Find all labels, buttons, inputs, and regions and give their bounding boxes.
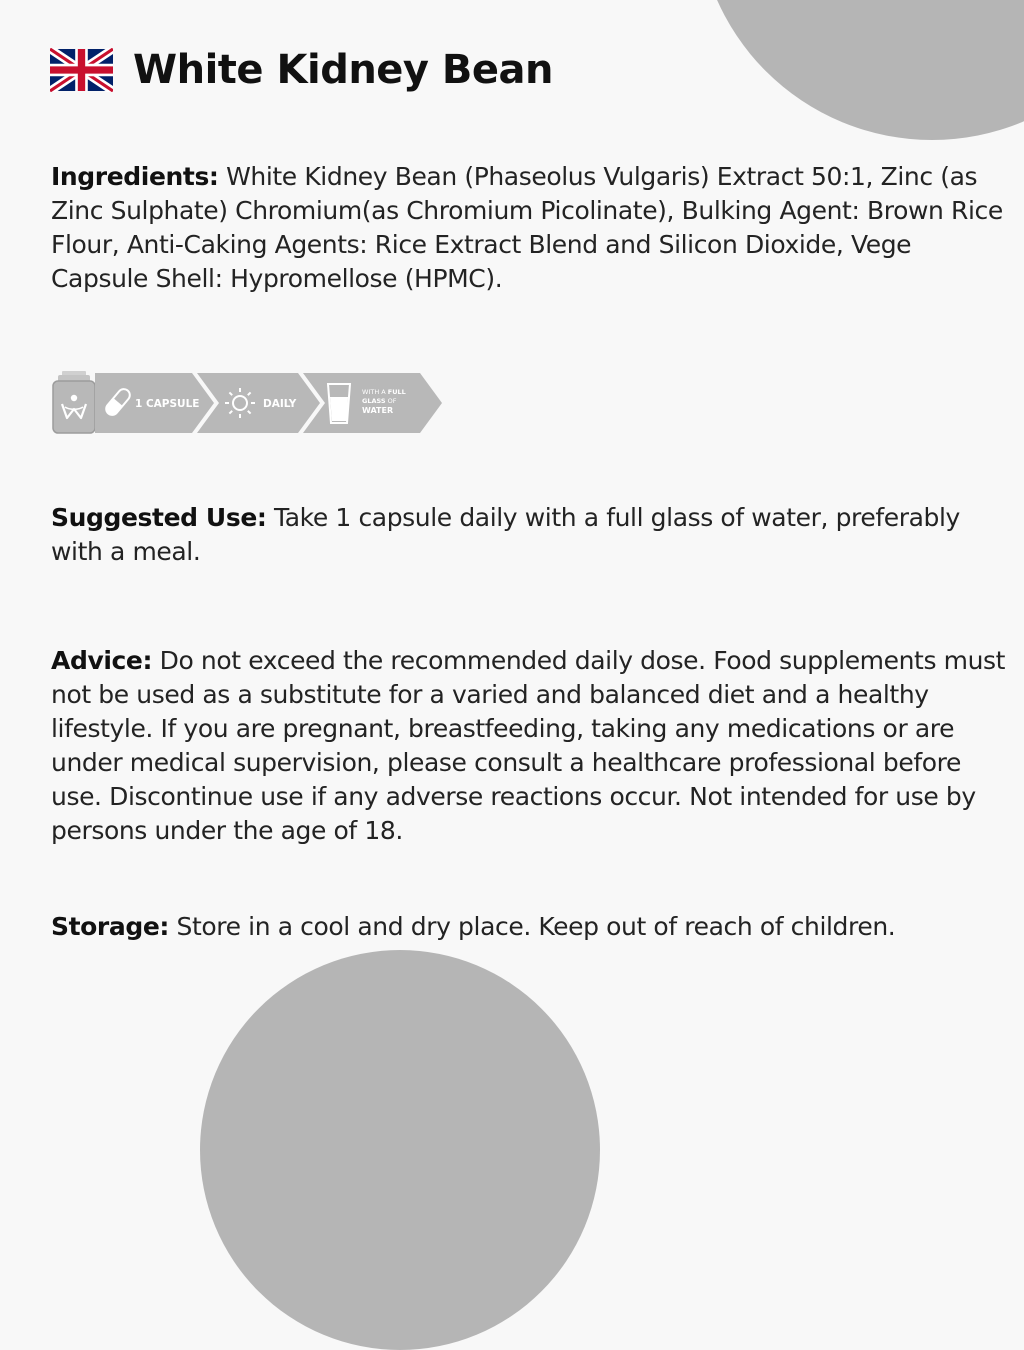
brand-logo-icon	[53, 371, 95, 433]
decorative-circle-bottom	[200, 950, 600, 1350]
ingredients-text: White Kidney Bean (Phaseolus Vulgaris) Extract 50:1, Zinc (as Zinc Sulphate) Chromium(as Chromium Picolinate), Bulking Agent: Brown Rice Flour, Anti-Caking Agents: Rice Extract Blend and Silicon Dioxide, Vege Capsule Shell: Hypromellose (HPMC).	[51, 162, 1003, 293]
advice-section	[51, 644, 1011, 848]
dose-step-3-line3: WATER	[362, 406, 394, 415]
ingredients-section	[51, 160, 1011, 296]
storage-label: Storage:	[51, 912, 169, 941]
suggested-use-section	[51, 501, 1011, 569]
header	[50, 47, 553, 93]
advice-text: Do not exceed the recommended daily dose. Food supplements must not be used as a substitute for a varied and balanced diet and a healthy lifestyle. If you are pregnant, breastfeeding, taking any medications or are under medical supervision, please consult a healthcare professional before use. Discontinue use if any adverse reactions occur. Not intended for use by persons under the age of 18.	[51, 646, 1006, 845]
decorative-circle-top	[697, 0, 1024, 140]
dose-step-2-label: DAILY	[263, 398, 297, 410]
storage-section	[51, 910, 1011, 944]
storage-text: Store in a cool and dry place. Keep out of reach of children.	[168, 912, 896, 941]
page-title: White Kidney Bean	[133, 47, 554, 93]
ingredients-label: Ingredients:	[51, 162, 219, 191]
suggested-use-text: Take 1 capsule daily with a full glass of water, preferably with a meal.	[51, 503, 960, 566]
dose-step-3-line2: GLASS OF	[362, 397, 397, 405]
dosage-instructions-strip	[52, 371, 442, 435]
dose-step-1-label: 1 CAPSULE	[135, 398, 200, 410]
advice-label: Advice:	[51, 646, 153, 675]
uk-flag-icon	[50, 48, 113, 92]
dose-step-3-line1: WITH A FULL	[362, 388, 406, 396]
suggested-use-label: Suggested Use:	[51, 503, 267, 532]
